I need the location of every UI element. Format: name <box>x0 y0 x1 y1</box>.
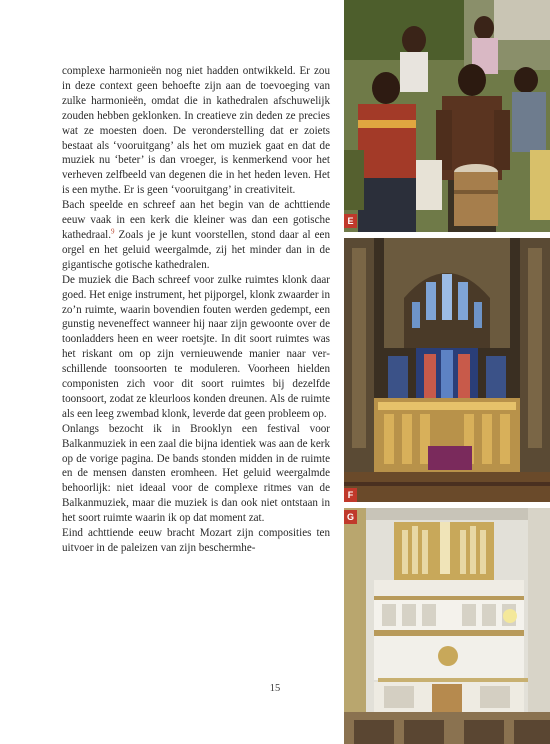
photo-g-organ-church <box>344 508 550 744</box>
organ-church-photo-illustration <box>344 508 550 744</box>
photo-label-g: G <box>344 510 357 524</box>
page-number: 15 <box>269 683 281 694</box>
paragraph-1: complexe harmonieën nog niet hadden ontwikkeld. Er zou in deze context geen behoefte zijn aan de toevoeging van zulke harmonieën, omdat die in kathedralen afschuwelijk zouden hebben geklonken. In creatieve zin deden ze precies wat ze moesten doen. De veronderstelling dat er zoiets bestaat als ‘vooruitgang’ als het om muziek gaat en dat de muziek nu ‘beter’ is dan vroeger, is kenmerkend voor het verheven zelfbeeld van degenen die in het heden leven. Het is een mythe. Er is geen ‘vooruitgang’ in creativiteit. <box>62 65 330 197</box>
paragraph-5: Eind achttiende eeuw bracht Mozart zijn composities ten uitvoer in de paleizen van zijn beschermhe- <box>62 527 330 554</box>
paragraph-3: De muziek die Bach schreef voor zulke ruimtes klonk daar goed. Het enige instrument, het pijporgel, klonk zwaarder in zo’n ruimte, waarin bovendien fouten werden gedempt, een gunstig neveneffect wanneer hij naar zijn gewoonte over de toonladders heen en weer roetsjte. In dit soort ruimtes was het riskant om op zijn vernieuwende manier naar verschillende toonsoorten te moduleren. Voorheen hielden componisten zich voor dit soort ruimtes bij dezelfde toonsoort, zodat ze kleurloos konden dreunen. Als de ruimte als een leeg zwembad klonk, leverde dat geen probleem op. <box>62 273 330 420</box>
paragraph-2-start: Bach speelde en schreef aan het begin van de achttiende eeuw vaak in een kerk die kleiner was dan een gotische kathedraal. <box>62 199 330 241</box>
photo-label-e: E <box>344 214 357 228</box>
paragraph-2 <box>62 198 330 273</box>
paragraph-2-rest: Zoals je je kunt voorstellen, stond daar al een orgel en het geluid weergalmde, zij het minder dan in de gigantische gotische kathedralen. <box>62 228 330 271</box>
drummers-photo-illustration <box>344 0 550 232</box>
photo-label-f: F <box>344 488 357 502</box>
cathedral-photo-illustration <box>344 238 550 502</box>
paragraph-4: Onlangs bezocht ik in Brooklyn een festival voor Balkanmuziek in een zaal die bijna identiek was aan de kerk op de vorige pagina. De bands stonden midden in de ruimte en de mensen dansten eromheen. Het geluid weergalmde behoorlijk: niet ideaal voor de complexe ritmes van de Balkanmuziek, maar die muziek is dan ook niet ontstaan in het soort ruimte waarin ik op dat moment zat. <box>62 422 330 525</box>
photo-e-drummers <box>344 0 550 232</box>
footnote-marker[interactable]: 9 <box>110 227 115 236</box>
photo-f-cathedral <box>344 238 550 502</box>
body-text-column <box>62 64 330 556</box>
